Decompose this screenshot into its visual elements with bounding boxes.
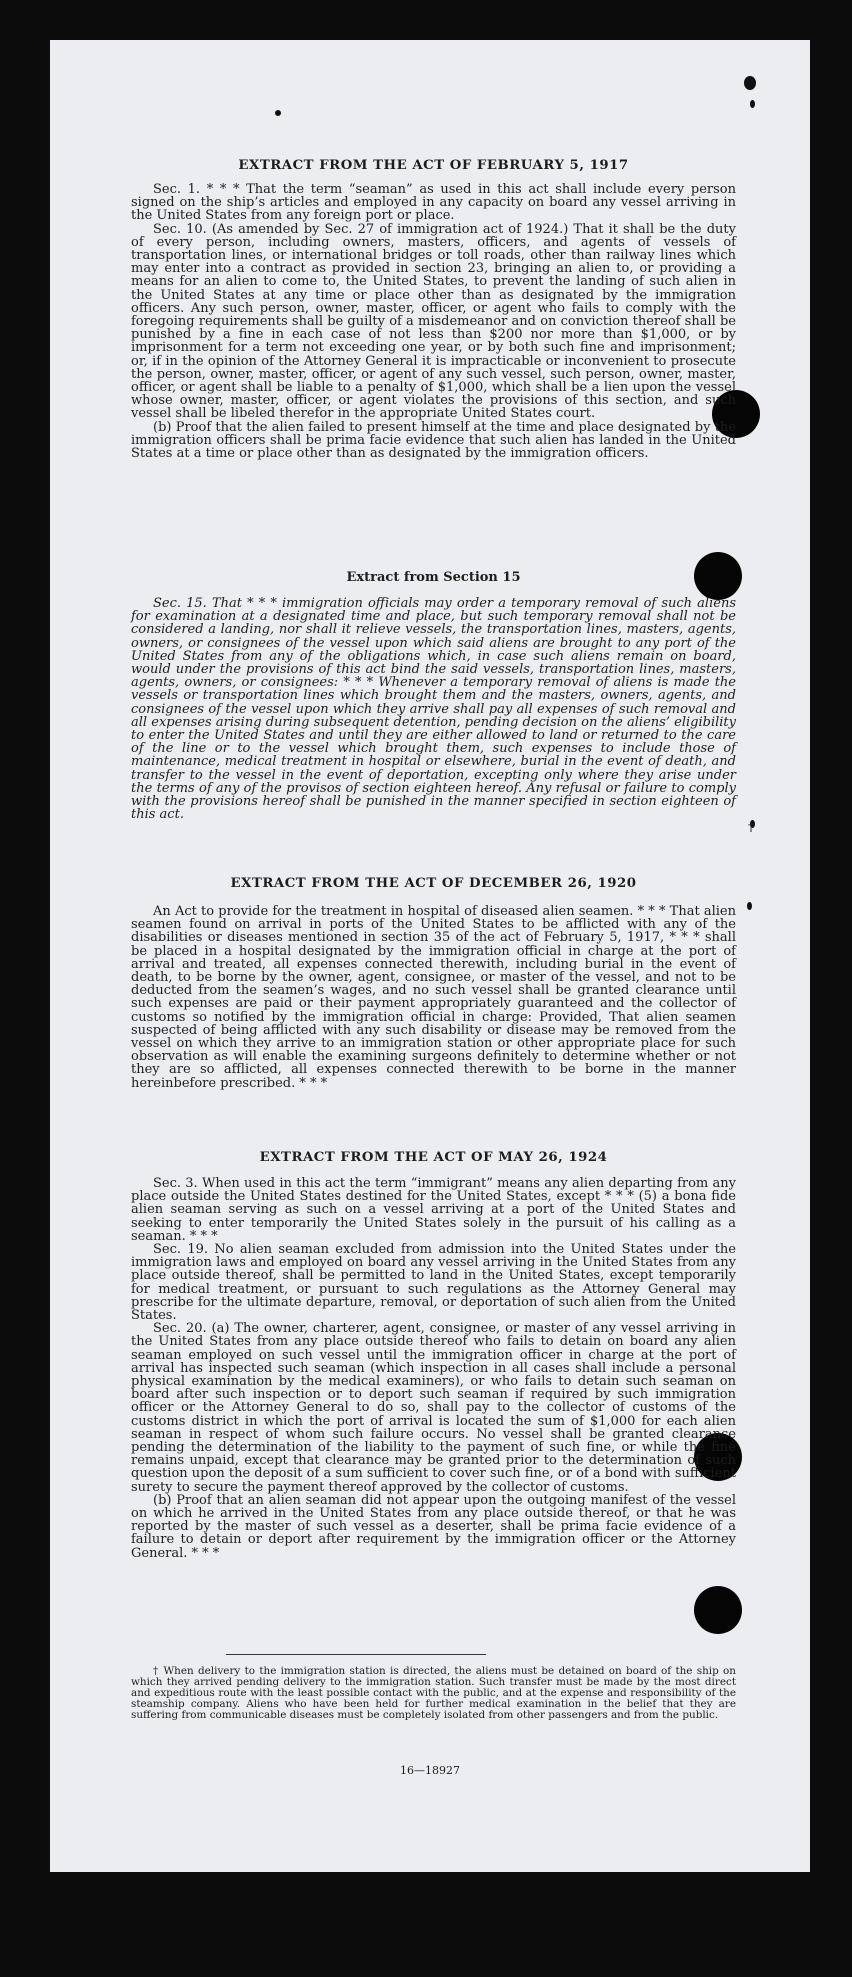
paragraph-sec-19: Sec. 19. No alien seaman excluded from admission into the United States under the immigration laws and employed on board any vessel arriving in the United States from any place outside thereof, shall be permitted to land in the United States, except temporarily for medical treatment, or pursuant to such regulations as the Attorney General may prescribe for the ultimate departure, removal, or deportation of such alien from the United States. [131,1242,736,1324]
paragraph-sec-3: Sec. 3. When used in this act the term “immigrant” means any alien departing from any place outside the United States destined for the United States, except * * * (5) a bona fide alien seaman serving as such on a vessel arriving at a port of the United States and seeking to enter temporarily the United States solely in the pursuit of his calling as a seaman. * * * [131,1176,736,1244]
footnote-text: † When delivery to the immigration station is directed, the aliens must be detained on board of the ship on which they arrived pending delivery to the immigration station. Such transfer must be made by the most direct and expeditious route with the least possible contact with the public, and at the expense and responsibility of the steamship company. Aliens who have been held for further medical examination in the belief that they are suffering from communicable diseases must be completely isolated from other passengers and from the public. [131,1665,736,1721]
paragraph-sec-15: Sec. 15. That * * * immigration officials may order a temporary removal of such aliens for examination at a designated time and place, but such temporary removal shall not be considered a landing, nor shall it relieve vessels, the transportation lines, masters, agents, owners, or consignees of the vessel upon which said aliens are brought to any port of the United States from any of the obligations which, in case such aliens remain on board, would under the provisions of this act bind the said vessels, transportation lines, masters, agents, owners, or consignees: * * * Whenever a temporary removal of aliens is made the vessels or transportation lines which brought them and the masters, owners, agents, and consignees of the vessel upon which they arrive shall pay all expenses of such removal and all expenses arising during subsequent detention, pending decision on the aliens’ eligibility to enter the United States and until they are either allowed to land or returned to the care of the line or to the vessel which brought them, such expenses to include those of maintenance, medical treatment in hospital or elsewhere, burial in the event of death, and transfer to the vessel in the event of deportation, excepting only where they arise under the terms of any of the provisos of section eighteen hereof. Any refusal or failure to comply with the provisions hereof shall be punished in the manner specified in section eighteen of this act. [131,596,736,823]
footnote [131,1666,736,1721]
paragraph-sec-10: Sec. 10. (As amended by Sec. 27 of immigration act of 1924.) That it shall be the duty of every person, including owners, masters, officers, and agents of vessels of transportation lines, or international bridges or toll roads, other than railway lines which may enter into a contract as provided in section 23, bringing an alien to, or providing a means for an alien to come to, the United States, to prevent the landing of such alien in the United States at any time or place other than as designated by the immigration officers. Any such person, owner, master, officer, or agent who fails to comply with the foregoing requirements shall be guilty of a misdemeanor and on conviction thereof shall be punished by a fine in each case of not less than $200 nor more than $1,000, or by imprisonment for a term not exceeding one year, or by both such fine and imprisonment; or, if in the opinion of the Attorney General it is impracticable or inconvenient to prosecute the person, owner, master, officer, or agent of any such vessel, such person, owner, master, officer, or agent shall be liable to a penalty of $1,000, which shall be a lien upon the vessel whose owner, master, officer, or agent violates the provisions of this section, and such vessel shall be libeled therefor in the appropriate United States court. [131,221,736,422]
page-number: 16—18927 [400,1764,460,1777]
paragraph-hospital-treatment: An Act to provide for the treatment in hospital of diseased alien seamen. * * * That alien seamen found on arrival in ports of the United States to be afflicted with any of the disabilities or diseases mentioned in section 35 of the act of February 5, 1917, * * * shall be placed in a hospital designated by the immigration official in charge at the port of arrival and treated, all expenses connected therewith, including burial in the event of death, to be borne by the owner, agent, consignee, or master of the vessel, and not to be deducted from the seamen’s wages, and no such vessel shall be granted clearance until such expenses are paid or their payment appropriately guaranteed and the collector of customs so notified by the immigration official in charge: Provided, That alien seamen suspected of being afflicted with any such disability or disease may be removed from the vessel on which they arrive to an immigration station or other appropriate place for such observation as will enable the examining surgeons definitely to determine whether or not they are so afflicted, all expenses connected therewith to be borne in the manner hereinbefore prescribed. * * * [131,904,736,1091]
paragraph-sec-1: Sec. 1. * * * That the term “seaman” as used in this act shall include every person signed on the ship’s articles and employed in any capacity on board any vessel arriving in the United States from any foreign port or place. [131,182,736,224]
section-act-1917 [131,158,736,460]
document-page [50,40,810,1872]
section-act-1924 [131,1150,736,1560]
ink-speck [275,110,281,116]
dagger-mark: † [748,820,754,834]
section-act-1920 [131,876,736,1090]
paragraph-proof-alien: (b) Proof that the alien failed to present himself at the time and place designated by the immigration officers shall be prima facie evidence that such alien has landed in the United States at a time or place other than as designated by the immigration officers. [131,419,736,462]
subheading-section-15: Extract from Section 15 [346,570,521,585]
heading-act-1920: EXTRACT FROM THE ACT OF DECEMBER 26, 1920 [230,876,637,891]
heading-act-1917: EXTRACT FROM THE ACT OF FEBRUARY 5, 1917 [238,158,629,173]
paragraph-sec-20: Sec. 20. (a) The owner, charterer, agent, consignee, or master of any vessel arriving in the United States from any place outside thereof who fails to detain on board any alien seaman employed on such vessel until the immigration officer in charge at the port of arrival has inspected such seaman (which inspection in all cases shall include a personal physical examination by the medical examiners), or who fails to detain such seaman on board after such inspection or to deport such seaman if required by such immigration officer or the Attorney General to do so, shall pay to the collector of customs of the customs district in which the port of arrival is located the sum of $1,000 for each alien seaman in respect of whom such failure occurs. No vessel shall be granted clearance pending the determination of the liability to the payment of such fine, or while the fine remains unpaid, except that clearance may be granted prior to the determination of such question upon the deposit of a sum sufficient to cover such fine, or of a bond with sufficient surety to secure the payment thereof approved by the collector of customs. [131,1321,736,1495]
section-15 [131,570,736,821]
ink-speck [747,902,752,910]
heading-act-1924: EXTRACT FROM THE ACT OF MAY 26, 1924 [259,1150,608,1165]
ink-speck [750,100,755,108]
ink-speck [744,76,756,90]
paragraph-proof-seaman: (b) Proof that an alien seaman did not appear upon the outgoing manifest of the vessel on which he arrived in the United States from any place outside thereof, or that he was reported by the master of such vessel as a deserter, shall be prima facie evidence of a failure to detain or deport after requirement by the immigration officer or the Attorney General. * * * [131,1492,736,1561]
footnote-rule [226,1654,486,1655]
punch-hole [694,1586,742,1634]
